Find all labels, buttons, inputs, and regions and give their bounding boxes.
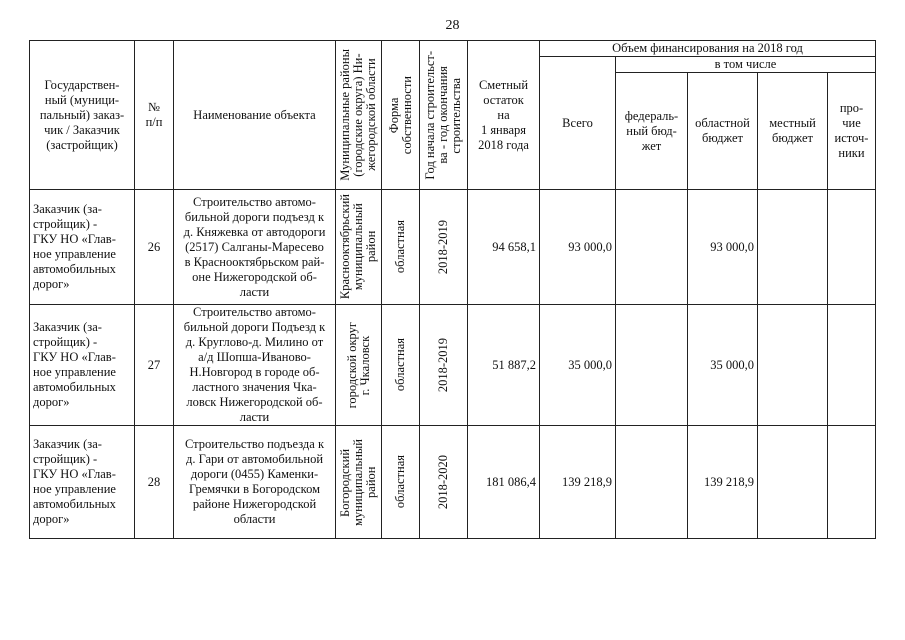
header-including: в том числе <box>616 57 876 73</box>
row-years: 2018-2020 <box>420 426 468 539</box>
page-number: 28 <box>445 18 460 33</box>
row-num: 28 <box>135 426 174 539</box>
header-local: местный бюджет <box>758 73 828 190</box>
row-other <box>828 305 876 426</box>
row-local <box>758 426 828 539</box>
row-object-name: Строительство подъезда к д. Гари от автомобильной дороги (0455) Каменки- Гремячки в Богородском районе Нижегородской области <box>174 426 336 539</box>
header-object-name: Наименование объекта <box>174 41 336 190</box>
row-federal <box>616 190 688 305</box>
header-other: про- чие источ- ники <box>828 73 876 190</box>
row-regional: 35 000,0 <box>688 305 758 426</box>
row-regional: 139 218,9 <box>688 426 758 539</box>
header-years: Год начала строительст- ва - год окончания строительства <box>420 41 468 190</box>
header-total: Всего <box>540 57 616 190</box>
row-municipality: Краснооктябрьский муниципальный район <box>336 190 382 305</box>
row-years: 2018-2019 <box>420 190 468 305</box>
header-customer: Государствен- ный (муници- пальный) заказ- чик / Заказчик (застройщик) <box>30 41 135 190</box>
row-local <box>758 305 828 426</box>
row-ownership: областная <box>382 305 420 426</box>
header-federal: федераль- ный бюд- жет <box>616 73 688 190</box>
row-estimate: 181 086,4 <box>468 426 540 539</box>
table-row <box>30 426 876 539</box>
row-municipality: городской округ г. Чкаловск <box>336 305 382 426</box>
row-total: 93 000,0 <box>540 190 616 305</box>
row-years: 2018-2019 <box>420 305 468 426</box>
row-customer: Заказчик (за- стройщик) - ГКУ НО «Глав- ное управление автомобильных дорог» <box>30 190 135 305</box>
table-row <box>30 305 876 426</box>
row-ownership: областная <box>382 426 420 539</box>
header-ownership: Форма собственности <box>382 41 420 190</box>
financing-table <box>29 40 876 539</box>
row-municipality: Богородский муниципальный район <box>336 426 382 539</box>
row-other <box>828 426 876 539</box>
row-total: 35 000,0 <box>540 305 616 426</box>
row-object-name: Строительство автомо- бильной дороги подъезд к д. Княжевка от автодороги (2517) Салганы-Маресево в Краснооктябрьском рай- оне Нижегородской об- ласти <box>174 190 336 305</box>
row-federal <box>616 426 688 539</box>
row-local <box>758 190 828 305</box>
header-funding-group: Объем финансирования на 2018 год <box>540 41 876 57</box>
row-total: 139 218,9 <box>540 426 616 539</box>
row-regional: 93 000,0 <box>688 190 758 305</box>
row-customer: Заказчик (за- стройщик) - ГКУ НО «Глав- ное управление автомобильных дорог» <box>30 305 135 426</box>
row-object-name: Строительство автомо- бильной дороги Подъезд к д. Круглово-д. Милино от а/д Шопша-Иваново- Н.Новгород в городе об- ластного значения Чка- ловск Нижегородской об- ласти <box>174 305 336 426</box>
header-municipality: Муниципальные районы (городские округа) Ни- жегородской области <box>336 41 382 190</box>
row-federal <box>616 305 688 426</box>
header-estimate: Сметный остаток на 1 января 2018 года <box>468 41 540 190</box>
header-num: № п/п <box>135 41 174 190</box>
row-customer: Заказчик (за- стройщик) - ГКУ НО «Глав- ное управление автомобильных дорог» <box>30 426 135 539</box>
table-row <box>30 190 876 305</box>
row-num: 27 <box>135 305 174 426</box>
row-other <box>828 190 876 305</box>
header-regional: областной бюджет <box>688 73 758 190</box>
row-estimate: 51 887,2 <box>468 305 540 426</box>
row-num: 26 <box>135 190 174 305</box>
row-ownership: областная <box>382 190 420 305</box>
row-estimate: 94 658,1 <box>468 190 540 305</box>
